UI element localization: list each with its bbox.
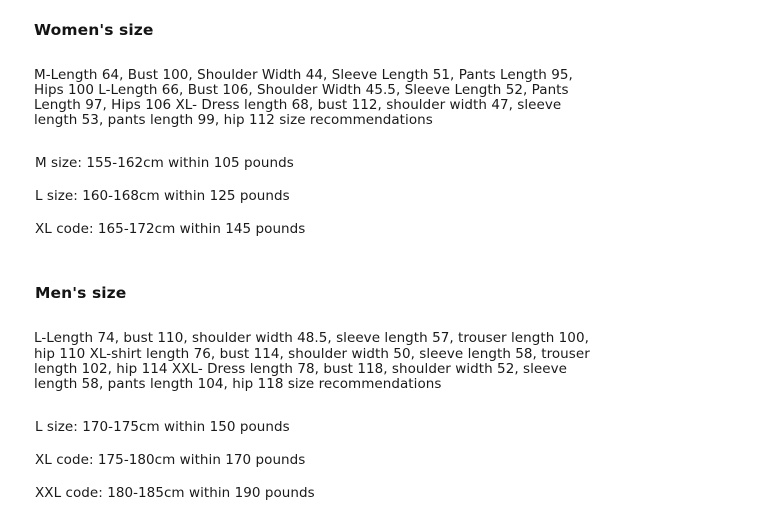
- mens-recommendation-l: L size: 170-175cm within 150 pounds: [35, 418, 290, 435]
- womens-recommendation-l: L size: 160-168cm within 125 pounds: [35, 188, 290, 205]
- mens-recommendation-xxl: XXL code: 180-185cm within 190 pounds: [35, 484, 315, 501]
- mens-measurements-text: L-Length 74, bust 110, shoulder width 48.5, sleeve length 57, trouser length 100, hip 110 XL-shirt length 76, bust 114, shoulder width 50, sleeve length 58, trouser length 102, hip 114 XXL- Dress length 78, bust 118, shoulder width 52, sleeve length 58, pants length 104, hip 118 size recommendations: [34, 330, 590, 392]
- mens-size-heading: Men's size: [35, 284, 127, 303]
- womens-size-heading: Women's size: [34, 21, 154, 39]
- womens-recommendation-xl: XL code: 165-172cm within 145 pounds: [35, 221, 306, 238]
- womens-recommendation-m: M size: 155-162cm within 105 pounds: [35, 155, 294, 172]
- womens-measurements-text: M-Length 64, Bust 100, Shoulder Width 44, Sleeve Length 51, Pants Length 95, Hips 100 L-Length 66, Bust 106, Shoulder Width 45.5, Sleeve Length 52, Pants Length 97, Hips 106 XL- Dress length 68, bust 112, shoulder width 47, sleeve length 53, pants length 99, hip 112 size recommendations: [34, 67, 573, 129]
- mens-recommendation-xl: XL code: 175-180cm within 170 pounds: [35, 451, 306, 468]
